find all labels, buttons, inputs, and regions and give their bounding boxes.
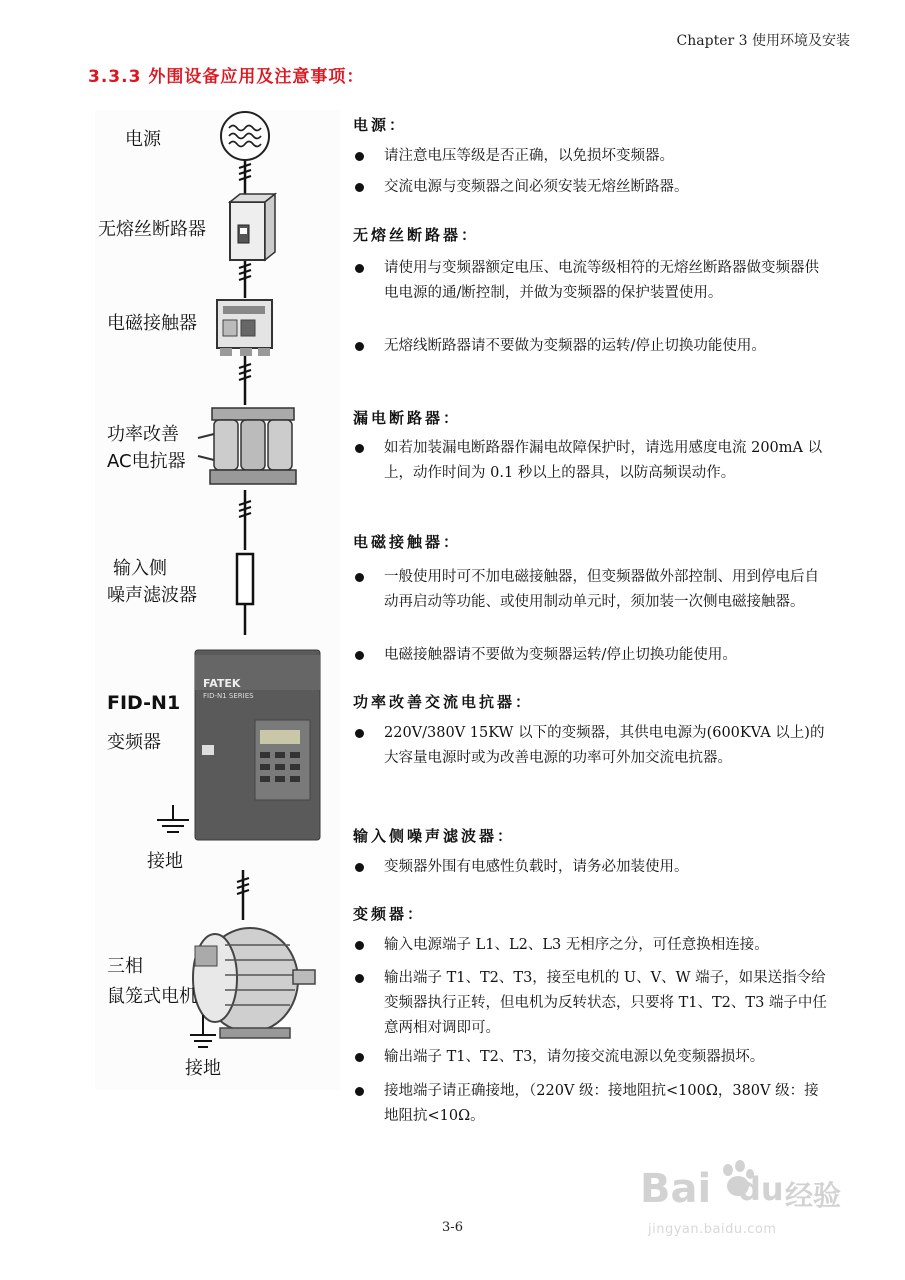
ground-icon (157, 805, 189, 832)
watermark-brand-a: Bai (640, 1166, 712, 1212)
list-item: 一般使用时可不加电磁接触器，但变频器做外部控制、用到停电后自动再启动等功能、或使用制动单元时，须加装一次侧电磁接触器。 (353, 565, 831, 615)
breaker-icon (230, 194, 275, 260)
noise-filter-icon (237, 554, 253, 604)
bullet-icon (355, 183, 364, 192)
label-power: 电源 (125, 129, 161, 150)
bullet-icon (355, 863, 364, 872)
heading-reactor: 功率改善交流电抗器： (353, 693, 534, 711)
label-breaker: 无熔丝断路器 (98, 219, 206, 240)
watermark (640, 1160, 855, 1240)
ac-source-icon (221, 112, 269, 160)
bullet-icon (355, 1053, 364, 1062)
motor-icon (193, 928, 315, 1038)
label-ground-2: 接地 (185, 1058, 221, 1079)
list-item: 接地端子请正确接地，（220V 级：接地阻抗<100Ω，380V 级：接地阻抗<10Ω。 (353, 1079, 831, 1129)
bullet-icon (355, 941, 364, 950)
bullet-icon (355, 729, 364, 738)
page-number: 3-6 (442, 1220, 463, 1235)
label-filter-2: 噪声滤波器 (107, 585, 197, 606)
list-item: 输出端子 T1、T2、T3，请勿接交流电源以免变频器损坏。 (353, 1045, 831, 1070)
label-ground-1: 接地 (147, 851, 183, 872)
bullet-icon (355, 264, 364, 273)
list-item: 电磁接触器请不要做为变频器运转/停止切换功能使用。 (353, 643, 831, 668)
watermark-brand-cn: 经验 (785, 1179, 842, 1212)
label-reactor-1: 功率改善 (107, 424, 179, 445)
label-contactor: 电磁接触器 (107, 313, 197, 334)
label-inverter: 变频器 (107, 732, 161, 753)
heading-inverter: 变频器： (353, 905, 426, 923)
label-motor-2: 鼠笼式电机 (107, 986, 197, 1007)
bullet-icon (355, 152, 364, 161)
contactor-icon (217, 300, 272, 356)
chapter-header: Chapter 3 使用环境及安装 (676, 33, 850, 49)
list-item: 如若加装漏电断路器作漏电故障保护时，请选用感度电流 200mA 以上，动作时间为 0.1 秒以上的器具，以防高频误动作。 (353, 436, 831, 486)
watermark-brand-b: du (738, 1170, 784, 1208)
section-title: 3.3.3 外围设备应用及注意事项： (88, 67, 365, 87)
label-model: FID-N1 (107, 692, 181, 714)
list-item: 220V/380V 15KW 以下的变频器，其供电电源为(600KVA 以上)的大容量电源时或为改善电源的功率可外加交流电抗器。 (353, 721, 831, 771)
reactor-icon (198, 408, 296, 484)
bullet-icon (355, 1087, 364, 1096)
panel-model: FID-N1 SERIES (203, 692, 254, 700)
list-item: 变频器外围有电感性负载时，请务必加装使用。 (353, 855, 831, 880)
list-item: 无熔线断路器请不要做为变频器的运转/停止切换功能使用。 (353, 334, 831, 359)
wiring-diagram (95, 110, 340, 1090)
watermark-url: jingyan.baidu.com (648, 1222, 777, 1237)
label-filter-1: 输入侧 (113, 558, 167, 579)
heading-power: 电源： (353, 116, 408, 134)
list-item: 请使用与变频器额定电压、电流等级相符的无熔丝断路器做变频器供电电源的通/断控制，并做为变频器的保护装置使用。 (353, 256, 831, 306)
heading-contactor: 电磁接触器： (353, 533, 462, 551)
bullet-icon (355, 974, 364, 983)
list-item: 输出端子 T1、T2、T3，接至电机的 U、V、W 端子，如果送指令给变频器执行正转，但电机为反转状态，只要将 T1、T2、T3 端子中任意两相对调即可。 (353, 966, 831, 1041)
heading-breaker: 无熔丝断路器： (353, 226, 480, 244)
heading-filter: 输入侧噪声滤波器： (353, 827, 516, 845)
bullet-icon (355, 342, 364, 351)
bullet-icon (355, 444, 364, 453)
bullet-icon (355, 651, 364, 660)
list-item: 交流电源与变频器之间必须安装无熔丝断路器。 (353, 175, 831, 200)
panel-brand: FATEK (203, 677, 241, 690)
label-motor-1: 三相 (107, 956, 143, 977)
list-item: 请注意电压等级是否正确，以免损坏变频器。 (353, 144, 831, 169)
label-reactor-2: AC电抗器 (107, 451, 186, 472)
heading-leakage-breaker: 漏电断路器： (353, 409, 462, 427)
list-item: 输入电源端子 L1、L2、L3 无相序之分，可任意换相连接。 (353, 933, 831, 958)
bullet-icon (355, 573, 364, 582)
